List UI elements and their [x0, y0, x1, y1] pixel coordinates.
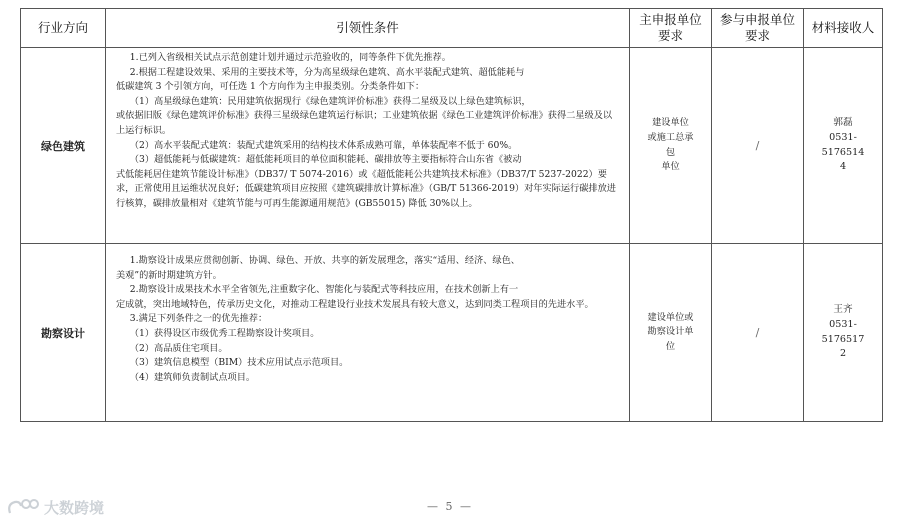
condition-paragraph: （3）建筑信息模型（BIM）技术应用试点示范项目。: [129, 357, 349, 369]
condition-paragraph: 2.根据工程建设效果、采用的主要技术等，分为高星级绿色建筑、高水平装配式建筑、超低能耗与: [129, 66, 525, 78]
condition-paragraph: 1.已列入省级相关试点示范创建计划并通过示范验收的，同等条件下优先推荐。: [129, 52, 451, 63]
condition-paragraph: 定成就，突出地域特色，传承历史文化，对推动工程建设行业技术发展具有较大意义，达到同类工程项目的先进水平。: [116, 298, 594, 310]
watermark: [6, 496, 104, 518]
table-row-green-building: [21, 48, 883, 244]
watermark-logo-icon: [6, 496, 40, 518]
condition-paragraph: （2）高品质住宅项目。: [129, 342, 228, 354]
header-joint-unit: 参与申报单位 要求: [712, 9, 804, 48]
condition-paragraph: （4）建筑师负责制试点项目。: [129, 371, 256, 383]
condition-paragraph: 2.勘察设计成果技术水平全省领先,注重数字化、智能化与装配式等科技应用，在技术创新上有一: [129, 284, 519, 296]
main-unit-cell: 建设单位 或施工总承包 单位: [630, 48, 712, 244]
condition-paragraph: （2）高水平装配式建筑：装配式建筑采用的结构技术体系成熟可靠，单体装配率不低于 60%。: [129, 139, 518, 151]
direction-cell: 勘察设计: [21, 244, 106, 422]
header-conditions: 引领性条件: [106, 9, 630, 48]
condition-paragraph: 式低能耗居住建筑节能设计标准》（DB37/ T 5074-2016）或《超低能耗公共建筑技术标准》（DB37/T 5237-2022）要求，正常使用且运维状况良好；低碳建筑项目应按照《建筑碳排放计算标准》（GB/T 51366-2019）对年实际运行碳排放进行核算，碳排放量相对《建筑节能与可再生能源通用规范》(GB55015) 降低 30%以上。: [116, 168, 616, 209]
condition-paragraph: 或依据旧版《绿色建筑评价标准》获得三星级绿色建筑运行标识；工业建筑依据《绿色工业建筑评价标准》获得二星级及以上运行标识。: [116, 110, 613, 136]
table-row-survey-design: [21, 244, 883, 422]
joint-unit-cell: /: [712, 48, 804, 244]
condition-paragraph: 1.勘察设计成果应贯彻创新、协调、绿色、开放、共享的新发展理念，落实“适用、经济、绿色、: [129, 255, 520, 266]
receiver-cell: 郭磊 0531-5176514 4: [804, 48, 883, 244]
condition-paragraph: （3）超低能耗与低碳建筑：超低能耗项目的单位面积能耗、碳排放等主要指标符合山东省《被动: [129, 154, 522, 166]
header-main-unit: 主申报单位 要求: [630, 9, 712, 48]
condition-paragraph: 美观”的新时期建筑方针。: [116, 269, 222, 281]
page-number: — 5 —: [427, 500, 473, 513]
receiver-cell: 王齐 0531-5176517 2: [804, 244, 883, 422]
condition-paragraph: 3.满足下列条件之一的优先推荐：: [129, 313, 268, 325]
condition-paragraph: （1）高星级绿色建筑：民用建筑依据现行《绿色建筑评价标准》获得二星级及以上绿色建筑标识，: [129, 95, 531, 107]
conditions-cell: [106, 48, 630, 244]
main-unit-cell: 建设单位或 勘察设计单位: [630, 244, 712, 422]
condition-paragraph: （1）获得设区市级优秀工程勘察设计奖项目。: [129, 327, 320, 339]
watermark-text: 大数跨境: [44, 498, 105, 517]
header-receiver: 材料接收人: [804, 9, 883, 48]
table-header-row: [21, 9, 883, 48]
conditions-cell: [106, 244, 630, 422]
header-direction: 行业方向: [21, 9, 106, 48]
condition-paragraph: 低碳建筑 3 个引领方向，可任选 1 个方向作为主申报类别。分类条件如下：: [116, 81, 425, 93]
application-table: [20, 8, 883, 422]
direction-cell: 绿色建筑: [21, 48, 106, 244]
joint-unit-cell: /: [712, 244, 804, 422]
